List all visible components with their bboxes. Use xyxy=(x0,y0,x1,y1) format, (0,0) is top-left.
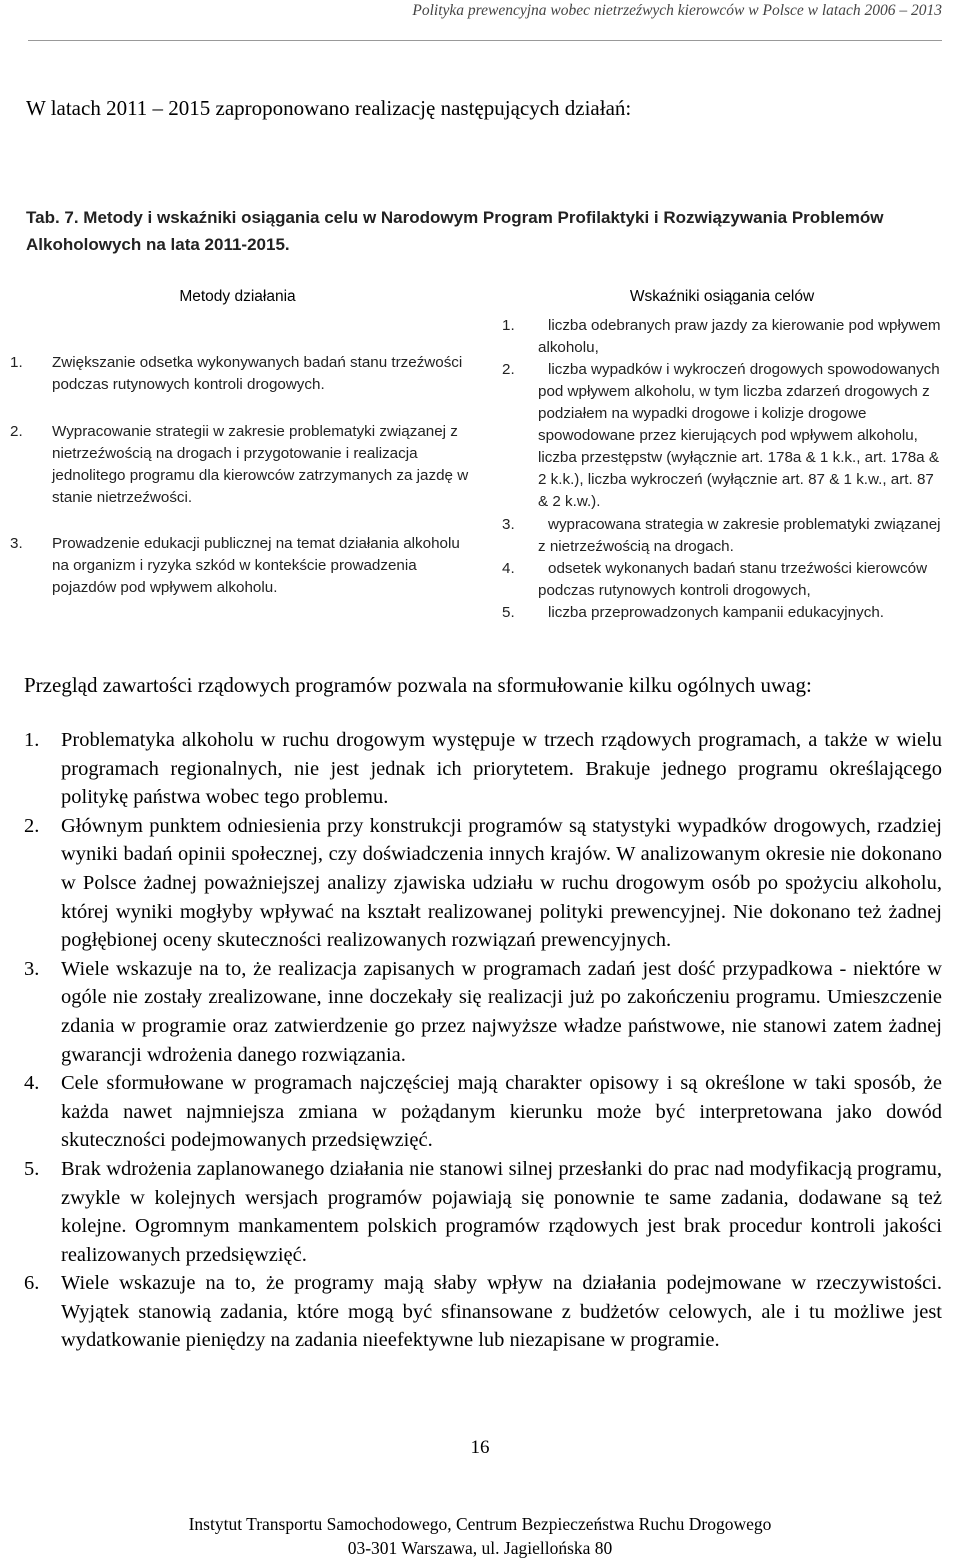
footer-institution: Instytut Transportu Samochodowego, Centrum Bezpieczeństwa Ruchu Drogowego xyxy=(188,1514,772,1534)
indicator-item xyxy=(502,558,948,602)
observation-item xyxy=(24,1155,942,1269)
indicator-text: liczba wypadków i wykroczeń drogowych spowodowanych pod wpływem alkoholu, w tym liczba zdarzeń drogowych z podziałem na wypadki drogowe i kolizje drogowe spowodowane przez kierujących pod wpływem alkoholu, liczba przestępstw (wyłącznie art. 178a & 1 k.k., art. 178a & 2 k.k.), liczba wykroczeń (wyłącznie art. 87 & 1 k.w., art. 87 & 2 k.w.). xyxy=(538,361,940,510)
header-divider xyxy=(28,40,942,41)
indicator-item xyxy=(502,602,948,624)
observation-number: 2. xyxy=(24,814,40,837)
method-number: 2. xyxy=(10,423,23,440)
observation-text: Cele sformułowane w programach najczęściej mają charakter opisowy i są określone w taki sposób, że każda nawet najmniejsza zmiana w pożądanym kierunku może być interpretowana jako dowód skuteczności podejmowanych przedsięwzięć. xyxy=(61,1072,942,1152)
indicator-number: 4. xyxy=(502,560,515,577)
observation-number: 3. xyxy=(24,957,40,980)
observation-item xyxy=(24,812,942,955)
page-number: 16 xyxy=(470,1437,490,1458)
indicators-column xyxy=(492,284,950,621)
method-number: 1. xyxy=(10,354,23,371)
observations-list xyxy=(24,726,942,1355)
indicator-text: liczba odebranych praw jazdy za kierowanie pod wpływem alkoholu, xyxy=(538,317,941,356)
observation-number: 4. xyxy=(24,1072,40,1095)
method-item xyxy=(10,533,470,599)
observation-text: Wiele wskazuje na to, że programy mają słaby wpływ na działania podejmowane w rzeczywistości. Wyjątek stanowią zadania, które mogą być sfinansowane z budżetów celowych, ale i tu możliwe jest wydatkowanie pieniędzy na zadania nieefektywne lub niezapisane w programie. xyxy=(61,1272,942,1352)
observation-item xyxy=(24,955,942,1069)
indicator-item xyxy=(502,514,948,558)
indicator-item xyxy=(502,315,948,359)
observation-number: 6. xyxy=(24,1272,40,1295)
observation-number: 1. xyxy=(24,729,40,751)
indicator-text: wypracowana strategia w zakresie problematyki związanej z nietrzeźwością na drogach. xyxy=(538,516,941,555)
indicator-number: 5. xyxy=(502,604,515,621)
indicator-item xyxy=(502,359,948,513)
observation-number: 5. xyxy=(24,1157,40,1180)
observation-text: Brak wdrożenia zaplanowanego działania nie stanowi silnej przesłanki do prac nad modyfikacją programu, zwykle w kolejnych wersjach programów pojawiają się ponownie te same zadania, dodawane są też kolejne. Ogromnym mankamentem polskich programów rządowych jest brak procedur kontroli jakości realizowanych przedsięwzięć. xyxy=(61,1157,942,1266)
indicator-number: 2. xyxy=(502,361,515,378)
indicator-text: odsetek wykonanych badań stanu trzeźwości kierowców podczas rutynowych kontroli drogowych, xyxy=(538,560,928,599)
footer-address: 03-301 Warszawa, ul. Jagiellońska 80 xyxy=(347,1538,613,1558)
observation-text: Wiele wskazuje na to, że realizacja zapisanych w programach zadań jest dość przypadkowa - niektóre w ogóle nie zostały zrealizowane, inne doczekały się realizacji już po zakończeniu programu. Umieszczenie zdania w programie oraz zatwierdzenie go przez najwyższe władze państwowe, nie stanowi zatem żadnej gwarancji wdrożenia danego rozwiązania. xyxy=(61,957,942,1066)
table-caption: Tab. 7. Metody i wskaźniki osiągania celu w Narodowym Program Profilaktyki i Rozwiązywania Problemów Alkoholowych na lata 2011-2015. xyxy=(26,208,884,254)
observation-item xyxy=(24,1269,942,1355)
method-text: Zwiększanie odsetka wykonywanych badań stanu trzeźwości podczas rutynowych kontroli drogowych. xyxy=(52,354,463,393)
method-item xyxy=(10,421,470,509)
method-item xyxy=(10,352,470,396)
indicators-column-header: Wskaźniki osiągania celów xyxy=(629,288,815,305)
intro-paragraph: W latach 2011 – 2015 zaproponowano realizację następujących działań: xyxy=(26,96,632,120)
observation-text: Głównym punktem odniesienia przy konstrukcji programów są statystyki wypadków drogowych, rzadziej wyniki badań opinii społecznej, czy doświadczenia innych krajów. W analizowanym okresie nie dokonano w Polsce żadnej poważniejszej analizy zjawiska udziału w ruchu drogowym osób po spożyciu alkoholu, której wyniki mogłyby wpływać na kształt realizowanej polityki prewencyjnej. Nie dokonano też żadnej pogłębionej oceny skuteczności realizowanych rozwiązań prewencyjnych. xyxy=(61,814,942,952)
observation-item xyxy=(24,726,942,812)
indicator-text: liczba przeprowadzonych kampanii edukacyjnych. xyxy=(548,604,884,621)
methods-column-header: Metody działania xyxy=(179,288,296,305)
method-text: Wypracowanie strategii w zakresie problematyki związanej z nietrzeźwością na drogach i przygotowanie i realizacja jednolitego programu dla kierowców zatrzymanych za jazdę w stanie nietrzeźwości. xyxy=(52,423,469,506)
indicator-number: 3. xyxy=(502,516,515,533)
observation-text: Problematyka alkoholu w ruchu drogowym występuje w trzech rządowych programach, a także w wielu programach regionalnych, nie jest jednak ich priorytetem. Brakuje jednego programu określającego politykę państwa wobec tego problemu. xyxy=(61,729,942,809)
method-text: Prowadzenie edukacji publicznej na temat działania alkoholu na organizm i ryzyka szkód w kontekście prowadzenia pojazdów pod wpływem alkoholu. xyxy=(52,535,460,596)
method-number: 3. xyxy=(10,535,23,552)
methods-column xyxy=(0,284,480,596)
indicator-number: 1. xyxy=(502,317,515,334)
observation-item xyxy=(24,1069,942,1155)
observations-lead: Przegląd zawartości rządowych programów pozwala na sformułowanie kilku ogólnych uwag: xyxy=(24,673,812,697)
running-header: Polityka prewencyjna wobec nietrzeźwych kierowców w Polsce w latach 2006 – 2013 xyxy=(412,2,942,19)
methods-indicators-table xyxy=(0,284,960,624)
